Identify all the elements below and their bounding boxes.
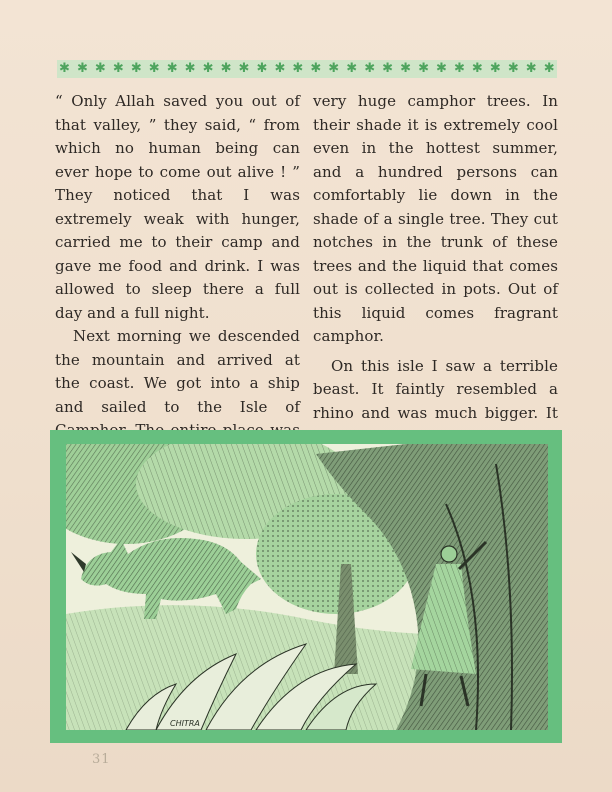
border-ornament-icon: ✱: [274, 61, 286, 76]
border-ornament-icon: ✱: [507, 61, 519, 76]
border-ornament-icon: ✱: [220, 61, 232, 76]
border-ornament-icon: ✱: [148, 61, 160, 76]
left-paragraph-1: “ Only Allah saved you out of that valley, ” they said, “ from which no human being can ever hope to come out alive ! ” They noticed that I was extremely weak with hunger, carried me to their camp and gave me food and drink. I was allowed to sleep there a full day and a full night.: [55, 92, 300, 322]
border-ornament-icon: ✱: [382, 61, 394, 76]
border-ornament-icon: ✱: [489, 61, 501, 76]
decorative-border: [57, 60, 557, 78]
border-ornament-icon: ✱: [453, 61, 465, 76]
border-ornament-icon: ✱: [310, 61, 322, 76]
border-ornament-icon: ✱: [328, 61, 340, 76]
illustration: [66, 444, 548, 730]
border-ornament-icon: ✱: [256, 61, 268, 76]
right-paragraph-2: On this isle I saw a terrible beast. It faintly resembled a rhino and was much bigger. It: [313, 356, 558, 422]
border-ornament-icon: ✱: [94, 61, 106, 76]
artist-signature: CHITRA: [170, 719, 200, 728]
border-ornament-icon: ✱: [471, 61, 483, 76]
border-ornament-icon: ✱: [202, 61, 214, 76]
forest-scene-illustration: [66, 444, 548, 730]
border-ornament-icon: ✱: [130, 61, 142, 76]
left-column: [55, 90, 300, 466]
border-ornament-icon: ✱: [418, 61, 429, 76]
illustration-frame: [50, 430, 562, 743]
border-ornament-icon: ✱: [525, 61, 537, 76]
border-ornament-icon: ✱: [59, 61, 70, 76]
border-ornament-icon: ✱: [76, 61, 88, 76]
page-number: 31: [92, 752, 111, 767]
border-ornament-icon: ✱: [400, 61, 412, 76]
border-ornament-icon: ✱: [543, 61, 555, 76]
border-ornament-icon: ✱: [436, 61, 447, 76]
right-column: [313, 90, 558, 449]
border-ornament-icon: ✱: [184, 61, 196, 76]
border-ornament-icon: ✱: [166, 61, 178, 76]
border-ornament-icon: ✱: [346, 61, 358, 76]
left-paragraph-2: Next morning we descended the mountain and arrived at the coast. We got into a ship and sailed to the Isle of: [55, 327, 300, 416]
border-ornament-icon: ✱: [292, 61, 304, 76]
right-paragraph-1: very huge camphor trees. In their shade it is extremely cool even in the hottest summer, and a hundred persons can comfortably lie down in the shade of a single tree. They cut notches in the trunk of these trees and the liquid that comes out is collected in pots. Out of this liquid comes fragrant camphor.: [313, 92, 558, 345]
border-ornament-icon: ✱: [112, 61, 124, 76]
border-ornament-icon: ✱: [238, 61, 250, 76]
border-ornament-icon: ✱: [364, 61, 376, 76]
